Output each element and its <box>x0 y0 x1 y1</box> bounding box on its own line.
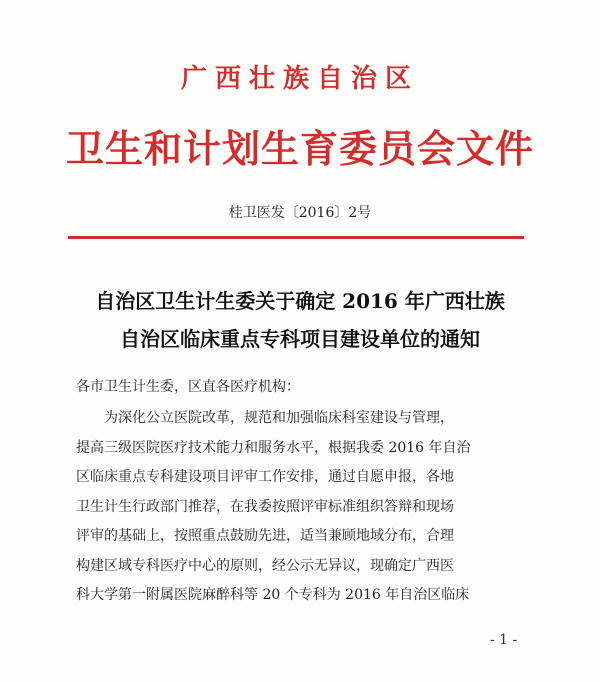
title-line-2: 自治区临床重点专科项目建设单位的通知 <box>120 327 480 351</box>
red-divider <box>68 236 524 239</box>
issuer-region: 广西壮族自治区 <box>180 64 419 94</box>
salutation: 各市卫生计生委，区直各医疗机构： <box>76 379 300 395</box>
title-line-1: 自治区卫生计生委关于确定 2016 年广西壮族 <box>95 289 505 313</box>
body-line: 卫生计生行政部门推荐，在我委按照评审标准组织答辩和现场 <box>76 498 454 515</box>
document-number: 桂卫医发〔2016〕2号 <box>228 205 372 221</box>
issuer-document-header: 卫生和计划生育委员会文件 <box>65 126 534 171</box>
body-text <box>76 404 546 611</box>
body-line: 提高三级医院医疗技术能力和服务水平，根据我委 2016 年自治 <box>76 439 471 456</box>
page-number: - 1 - <box>490 632 518 648</box>
body-line: 构建区域专科医疗中心的原则，经公示无异议，现确定广西医 <box>76 557 454 574</box>
body-line: 科大学第一附属医院麻醉科等 20 个专科为 2016 年自治区临床 <box>76 587 470 603</box>
body-line: 评审的基础上，按照重点鼓励先进，适当兼顾地域分布，合理 <box>76 528 454 544</box>
document-title <box>0 282 600 358</box>
body-line: 为深化公立医院改革，规范和加强临床科室建设与管理， <box>104 410 454 426</box>
body-line: 区临床重点专科建设项目评审工作安排，通过自愿申报，各地 <box>76 469 454 485</box>
